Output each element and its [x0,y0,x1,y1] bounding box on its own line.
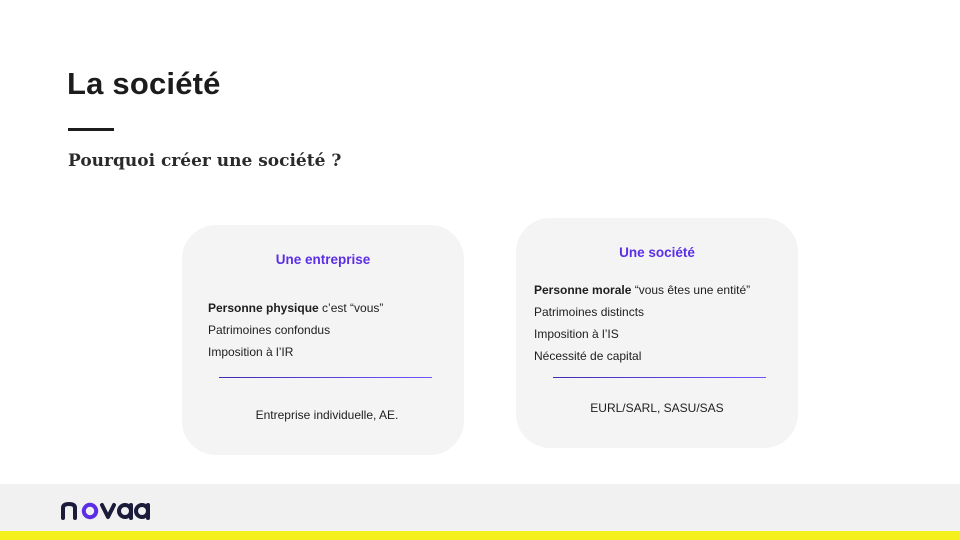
card-line [208,319,454,341]
card-line-bold: Personne morale [534,283,632,297]
card-line-bold: Personne physique [208,301,319,315]
card-heading: Une société [619,245,695,260]
card-line [534,301,788,323]
card-line-text: Patrimoines confondus [208,323,331,337]
card-lines [208,297,454,363]
title-underline [68,128,114,131]
card-line-text: “vous êtes une entité” [631,283,751,297]
slide-subtitle: Pourquoi créer une société ? [68,151,342,171]
novaa-logo [60,496,152,524]
card-line [534,279,788,301]
card-divider [553,377,766,378]
card-line-text: Nécessité de capital [534,349,642,363]
card-line [534,345,788,367]
card-heading: Une entreprise [275,252,371,267]
slide-title: La société [67,66,221,101]
card-line [208,297,454,319]
card-lines [534,279,788,367]
card-line [534,323,788,345]
entreprise-card [182,225,464,455]
card-line [208,341,454,363]
societe-card [516,218,798,448]
card-divider [219,377,432,378]
card-line-text: Imposition à l’IR [208,345,294,359]
footer-accent-bar [0,531,960,540]
card-examples: Entreprise individuelle, AE. [255,408,399,422]
card-line-text: Patrimoines distincts [534,305,645,319]
card-line-text: c’est “vous” [318,301,384,315]
card-examples: EURL/SARL, SASU/SAS [590,401,724,415]
card-line-text: Imposition à l’IS [534,327,619,341]
